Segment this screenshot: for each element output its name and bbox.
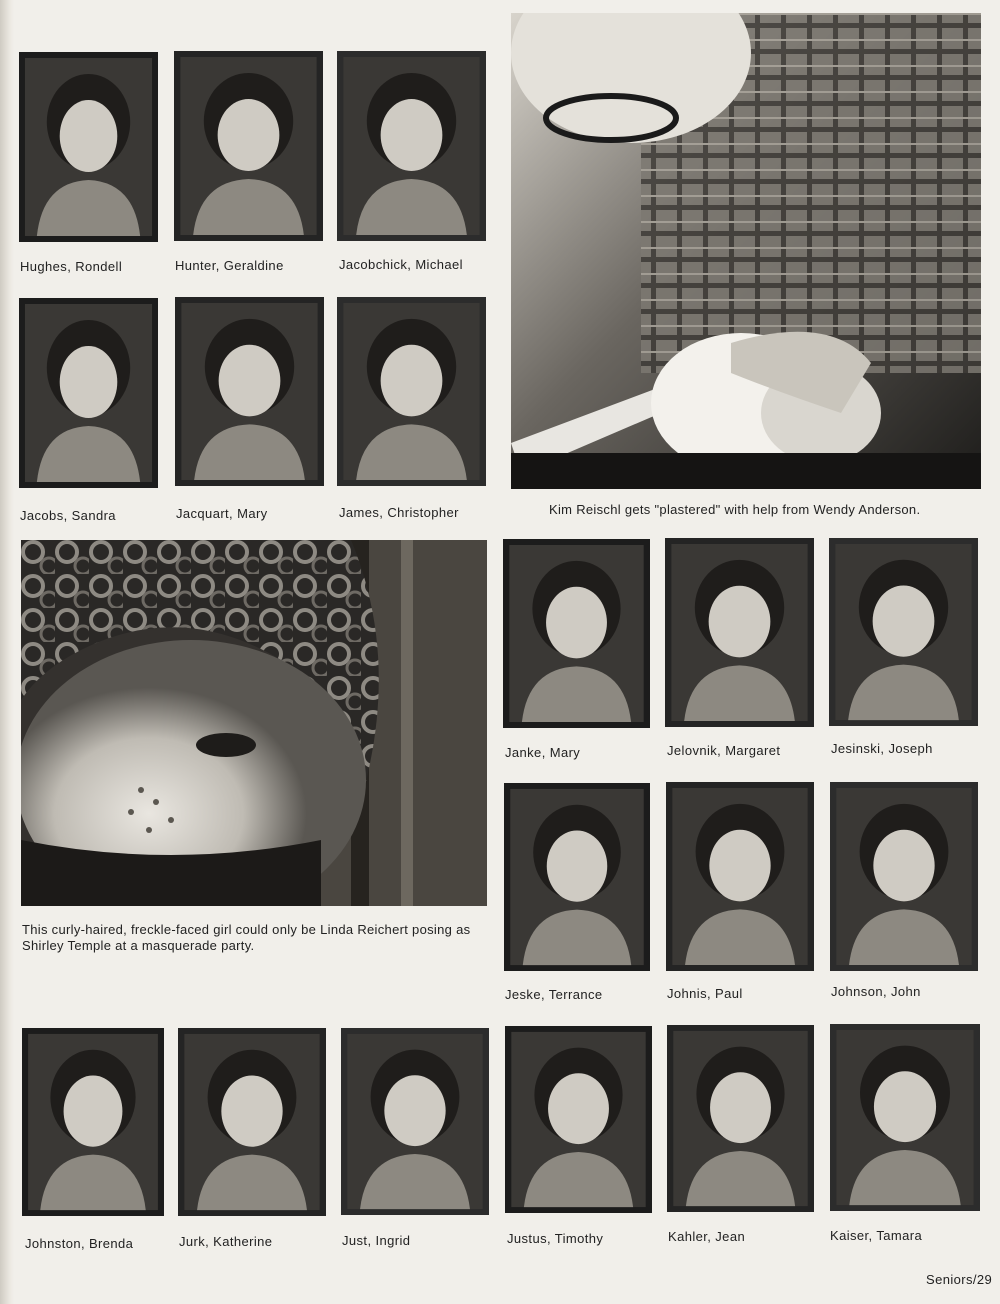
portrait-name: Hughes, Rondell <box>20 259 123 274</box>
plaster-photo-caption: Kim Reischl gets "plastered" with help from Wendy Anderson. <box>549 502 921 517</box>
senior-portrait <box>19 298 158 488</box>
portrait-image <box>666 782 814 971</box>
senior-portrait <box>178 1028 326 1216</box>
portrait-name: Jelovnik, Margaret <box>667 743 781 758</box>
portrait-name: Jacquart, Mary <box>176 506 268 521</box>
senior-portrait <box>829 538 978 726</box>
portrait-name: Johnis, Paul <box>667 986 743 1001</box>
senior-portrait <box>505 1026 652 1213</box>
portrait-image <box>178 1028 326 1216</box>
portrait-image <box>505 1026 652 1213</box>
portrait-name: Hunter, Geraldine <box>175 258 284 273</box>
senior-portrait <box>665 538 814 727</box>
senior-portrait <box>175 297 324 486</box>
portrait-name: Jurk, Katherine <box>179 1234 273 1249</box>
page-binding-edge <box>0 0 14 1304</box>
senior-portrait <box>337 297 486 486</box>
senior-portrait <box>504 783 650 971</box>
portrait-image <box>175 297 324 486</box>
portrait-name: Janke, Mary <box>505 745 581 760</box>
portrait-image <box>341 1028 489 1215</box>
portrait-name: Johnston, Brenda <box>25 1236 134 1251</box>
portrait-image <box>174 51 323 241</box>
portrait-name: Jacobs, Sandra <box>20 508 116 523</box>
portrait-image <box>665 538 814 727</box>
portrait-image <box>337 297 486 486</box>
curly-photo-image <box>21 540 487 906</box>
plaster-photo-image <box>511 13 981 489</box>
portrait-image <box>22 1028 164 1216</box>
curly-photo-caption: This curly-haired, freckle-faced girl could only be Linda Reichert posing as Shirley Temple at a masquerade party. <box>22 922 471 953</box>
senior-portrait <box>666 782 814 971</box>
senior-portrait <box>174 51 323 241</box>
portrait-name: Justus, Timothy <box>507 1231 604 1246</box>
portrait-name: Kahler, Jean <box>668 1229 746 1244</box>
senior-portrait <box>830 782 978 971</box>
portrait-name: Just, Ingrid <box>342 1233 411 1248</box>
senior-portrait <box>341 1028 489 1215</box>
portrait-image <box>19 298 158 488</box>
candid-photo-curly <box>21 540 487 906</box>
senior-portrait <box>830 1024 980 1211</box>
candid-photo-plaster <box>511 13 981 489</box>
portrait-name: Jesinski, Joseph <box>831 741 933 756</box>
senior-portrait <box>337 51 486 241</box>
senior-portrait <box>19 52 158 242</box>
portrait-image <box>19 52 158 242</box>
portrait-name: Johnson, John <box>831 984 921 999</box>
portrait-name: Jeske, Terrance <box>505 987 603 1002</box>
senior-portrait <box>22 1028 164 1216</box>
portrait-image <box>504 783 650 971</box>
senior-portrait <box>667 1025 814 1212</box>
portrait-image <box>829 538 978 726</box>
page-folio: Seniors/29 <box>926 1272 993 1287</box>
portrait-name: Jacobchick, Michael <box>339 257 463 272</box>
portrait-image <box>830 782 978 971</box>
portrait-name: James, Christopher <box>339 505 459 520</box>
portrait-name: Kaiser, Tamara <box>830 1228 923 1243</box>
portrait-image <box>830 1024 980 1211</box>
portrait-image <box>337 51 486 241</box>
portrait-image <box>667 1025 814 1212</box>
senior-portrait <box>503 539 650 728</box>
portrait-image <box>503 539 650 728</box>
